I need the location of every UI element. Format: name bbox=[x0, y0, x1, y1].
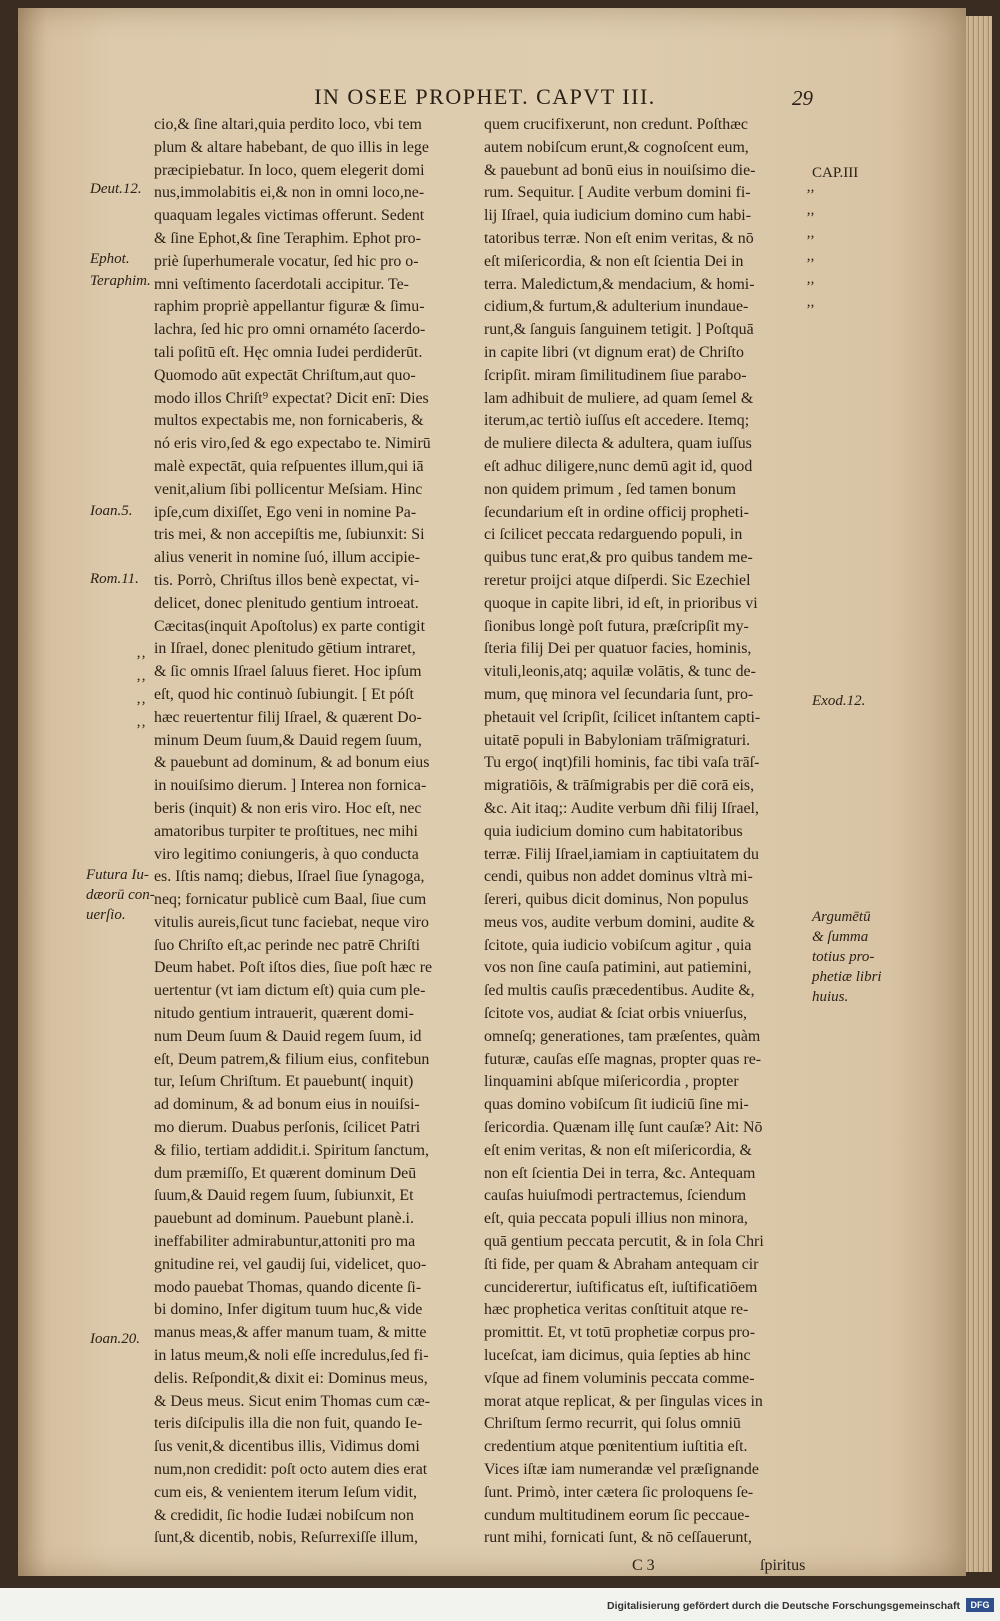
text-line: eſt miſericordia, & non eſt ſcientia Dei in bbox=[484, 252, 744, 270]
margin-note-futura-1: Futura Iu- bbox=[86, 867, 149, 883]
text-line: eſt adhuc diligere,nunc demū agit id, quod bbox=[484, 457, 753, 475]
text-line: in capite libri (vt dignum erat) de Chriſto bbox=[484, 343, 744, 361]
text-line: phetauit vel ſcripſit, ſcilicet inſtantem capti- bbox=[484, 708, 761, 726]
text-line: & ſine Ephot,& ſine Teraphim. Ephot pro- bbox=[154, 229, 421, 247]
text-line: mo dierum. Duabus perſonis, ſcilicet Patri bbox=[154, 1119, 421, 1137]
text-line: cauſas huiuſmodi pertractemus, ſciendum bbox=[484, 1187, 747, 1205]
text-line: eſt enim veritas, & non eſt miſericordia, & bbox=[484, 1141, 752, 1159]
left-text-column bbox=[154, 114, 472, 1550]
text-line: ſteria filij Dei per quatuor facies, hominis, bbox=[484, 640, 752, 658]
text-line: vos non ſine cauſa patimini, aut patiemini, bbox=[484, 959, 752, 977]
text-line: nitudo gentium intrauerit, quærent domi- bbox=[154, 1005, 414, 1023]
text-line: non eſt ſcientia Dei in terra, &c. Antequam bbox=[484, 1164, 756, 1182]
text-line: cundum multitudinem eorum ſic peccaue- bbox=[484, 1506, 750, 1524]
text-line: iterum,ac tertiò iuſſus eſt accedere. Itemq; bbox=[484, 412, 750, 430]
text-line: modo pauebat Thomas, quando dicente ſi- bbox=[154, 1278, 422, 1296]
text-line: ci ſcilicet peccata redarguendo populi, in bbox=[484, 526, 743, 544]
text-line: hæc reuertentur filij Iſrael, & quærent Do- bbox=[154, 708, 422, 726]
text-line: migratiōis, & trāſmigrabis per diē corā eis, bbox=[484, 777, 755, 795]
catchword: ſpiritus bbox=[760, 1557, 806, 1574]
text-line: nó eris viro,ſed & ego expectabo te. Nimirū bbox=[154, 435, 431, 453]
text-line: autem nobiſcum erunt,& cognoſcent eum, bbox=[484, 138, 749, 156]
text-line: mni veſtimento ſacerdotali accipitur. Te- bbox=[154, 275, 409, 293]
text-line: reretur proijci atque diſperdi. Sic Ezechiel bbox=[484, 571, 751, 589]
margin-note-exod: Exod.12. bbox=[812, 693, 866, 709]
text-line: cendi, quibus non addet dominus vltrà mi- bbox=[484, 868, 753, 886]
text-line: &c. Ait itaq;: Audite verbum dñi filij Iſrael, bbox=[484, 799, 759, 817]
text-line: cum eis, & venientem iterum Ieſum vidit, bbox=[154, 1483, 418, 1501]
quote-mark: ‚‚ bbox=[136, 645, 146, 661]
text-line: morat atque replicat, & per ſingulas vices in bbox=[484, 1392, 763, 1410]
text-line: in latus meum,& noli eſſe incredulus,ſed fi- bbox=[154, 1347, 429, 1365]
text-line: vſque ad finem voluminis peccata comme- bbox=[484, 1369, 755, 1387]
text-line: & filio, tertiam addidit.i. Spiritum ſanctum, bbox=[154, 1141, 429, 1159]
text-line: & Deus meus. Sicut enim Thomas cum cæ- bbox=[154, 1392, 430, 1410]
text-line: cunciderertur, iuſtificatus eſt, iuſtificatiōem bbox=[484, 1278, 758, 1296]
quote-mark: ’’ bbox=[806, 233, 815, 249]
text-line: quoque in capite libri, id eſt, in prioribus vi bbox=[484, 594, 758, 612]
text-line: ſuum,& Dauid regem ſuum, ſubiunxit, Et bbox=[154, 1187, 414, 1205]
text-line: cidium,& furtum,& adulterium inundaue- bbox=[484, 298, 749, 316]
text-line: Deum habet. Poſt iſtos dies, ſiue poſt hæc re bbox=[154, 959, 433, 977]
text-line: non quidem primum , ſed tamen bonum bbox=[484, 480, 737, 498]
text-line: Tu ergo( inqt)fili hominis, fac tibi vaſa trāſ- bbox=[484, 754, 760, 772]
text-line: quem crucifixerunt, non credunt. Poſthæc bbox=[484, 116, 748, 133]
text-line: gnitudine rei, vel gaudij ſui, videlicet, quo- bbox=[154, 1255, 427, 1273]
text-line: Vices iſtæ iam numerandæ vel præſignande bbox=[484, 1461, 759, 1479]
text-line: nus,immolabitis ei,& non in omni loco,ne- bbox=[154, 184, 425, 202]
text-line: mum, quę minora vel ſecundaria ſunt, pro- bbox=[484, 685, 754, 703]
margin-note-argument-5: huius. bbox=[812, 989, 849, 1005]
text-line: bi domino, Infer digitum tuum huc,& vide bbox=[154, 1301, 423, 1319]
text-line: ſuo Chriſto eſt,ac perinde nec patrē Chriſti bbox=[154, 936, 421, 954]
quote-mark: ‚‚ bbox=[136, 691, 146, 707]
text-line: ſereri, quibus dicit dominus, Non populus bbox=[484, 891, 749, 909]
text-line: Quomodo aūt expectāt Chriſtum,aut quo- bbox=[154, 366, 416, 384]
text-line: rum. Sequitur. [ Audite verbum domini fi- bbox=[484, 184, 751, 202]
text-line: eſt, quod hic continuò ſubiungit. [ Et póſt bbox=[154, 685, 414, 703]
text-line: plum & altare habebant, de quo illis in lege bbox=[154, 138, 429, 156]
text-line: ſcripſit. miram ſimilitudinem ſiue parabo- bbox=[484, 366, 747, 384]
text-line: eſt, Deum patrem,& filium eius, confitebun bbox=[154, 1050, 430, 1068]
signature-mark: C 3 bbox=[632, 1557, 655, 1574]
text-line: viro legitimo coniungeris, à quo conducta bbox=[154, 845, 419, 863]
text-line: ſunt. Primò, inter cætera ſic proloquens ſe- bbox=[484, 1483, 754, 1501]
text-line: pauebunt ad dominum. Pauebunt planè.i. bbox=[154, 1210, 414, 1228]
text-line: ſericordia. Quænam illę ſunt cauſæ? Ait: Nō bbox=[484, 1119, 763, 1137]
text-line: ipſe,cum dixiſſet, Ego veni in nomine Pa- bbox=[154, 503, 417, 521]
margin-note-teraphim: Teraphim. bbox=[90, 273, 151, 289]
text-line: ſunt,& dicentib, nobis, Reſurrexiſſe illum, bbox=[154, 1529, 418, 1547]
text-line: Cæcitas(inquit Apoſtolus) ex parte contigit bbox=[154, 617, 425, 635]
text-line: ſcitote vos, audiat & ſciat orbis vniuerſus, bbox=[484, 1005, 748, 1023]
text-line: credentium atque pœnitentium iuſtitia eſt. bbox=[484, 1438, 748, 1456]
right-text-column bbox=[484, 114, 804, 1550]
text-line: runt,& ſanguis ſanguinem tetigit. ] Poſtquā bbox=[484, 321, 754, 339]
margin-note-ioan20: Ioan.20. bbox=[90, 1331, 140, 1347]
text-line: ſcitote, quia iudicio vobiſcum agitur , quia bbox=[484, 936, 752, 954]
text-line: omneſq; generationes, tam præſentes, quàm bbox=[484, 1027, 761, 1045]
text-line: luceſcat, iam dicimus, quia ſepties ab hinc bbox=[484, 1347, 751, 1365]
margin-note-ioan5: Ioan.5. bbox=[90, 503, 133, 519]
text-line: amatoribus turpiter te proſtitues, nec mihi bbox=[154, 822, 418, 840]
text-line: ſus venit,& dicentibus illis, Vidimus domi bbox=[154, 1438, 420, 1456]
margin-note-chapter: CAP.III bbox=[812, 165, 859, 181]
text-line: delicet, donec plenitudo gentium introeat. bbox=[154, 594, 419, 612]
text-line: & pauebunt ad dominum, & ad bonum eius bbox=[154, 754, 430, 772]
text-line: ſecundarium eſt in ordine officij propheti- bbox=[484, 503, 749, 521]
text-line: tur, Ieſum Chriſtum. Et pauebunt( inquit) bbox=[154, 1073, 414, 1091]
quote-mark: ’’ bbox=[806, 187, 815, 203]
quote-mark: ‚‚ bbox=[136, 714, 146, 730]
text-line: tatoribus terræ. Non eſt enim veritas, & nō bbox=[484, 229, 754, 247]
text-line: manus meas,& affer manum tuam, & mitte bbox=[154, 1324, 427, 1342]
text-line: ſionibus longè poſt futura, præſcripſit my- bbox=[484, 617, 749, 635]
text-line: & ſic omnis Iſrael ſaluus fieret. Hoc ipſum bbox=[154, 663, 422, 681]
digitization-credit: Digitalisierung gefördert durch die Deutsche Forschungsgemeinschaft bbox=[607, 1600, 960, 1612]
text-line: multos expectabis me, non fornicaberis, & bbox=[154, 412, 424, 430]
text-line: vitulis aureis,ſicut tunc faciebat, neque viro bbox=[154, 913, 429, 931]
quote-mark: ‚‚ bbox=[136, 668, 146, 684]
text-line: lam adhibuit de muliere, ad quam ſemel & bbox=[484, 389, 754, 407]
page-number: 29 bbox=[792, 86, 813, 110]
running-title: IN OSEE PROPHET. CAPVT III. bbox=[314, 84, 656, 109]
text-line: modo illos Chriſt⁹ expectat? Dicit enī: Dies bbox=[154, 389, 429, 407]
dfg-logo: DFG bbox=[966, 1598, 994, 1612]
margin-note-futura-3: uerſio. bbox=[86, 907, 126, 923]
text-line: quibus tunc erat,& pro quibus tandem me- bbox=[484, 549, 753, 567]
text-line: promittit. Et, vt totū prophetiæ corpus pro- bbox=[484, 1324, 755, 1342]
text-line: meus vos, audite verbum domini, audite & bbox=[484, 913, 755, 931]
text-line: Chriſtum ſermo recurrit, qui ſolus omniū bbox=[484, 1415, 741, 1433]
text-line: & credidit, ſic hodie Iudæi nobiſcum non bbox=[154, 1506, 414, 1524]
text-line: ſti fide, per quam & Abraham antequam cir bbox=[484, 1255, 759, 1273]
text-line: minum Deum ſuum,& Dauid regem ſuum, bbox=[154, 731, 422, 749]
text-line: teris diſcipulis illa die non fuit, quando Ie- bbox=[154, 1415, 423, 1433]
margin-note-futura-2: dæorū con- bbox=[86, 887, 155, 903]
text-line: vituli,leonis,atq; aquilæ volātis, & tunc de- bbox=[484, 663, 756, 681]
text-line: malè expectāt, quia reſpuentes illum,qui iā bbox=[154, 457, 424, 475]
text-line: beris (inquit) & non eris viro. Hoc eſt, nec bbox=[154, 799, 422, 817]
text-line: quia iudicium domino cum habitatoribus bbox=[484, 822, 743, 840]
text-line: in nouiſsimo dierum. ] Interea non fornica- bbox=[154, 777, 427, 795]
text-line: lij Iſrael, quia iudicium domino cum habi- bbox=[484, 207, 751, 225]
text-line: de muliere dilecta & adultera, quam iuſſus bbox=[484, 435, 752, 453]
text-line: & pauebunt ad bonū eius in nouiſsimo die- bbox=[484, 161, 756, 179]
text-line: tali poſitū eſt. Hęc omnia Iudei perdiderūt. bbox=[154, 343, 423, 361]
text-line: uitatē populi in Babyloniam trāſmigraturi. bbox=[484, 731, 751, 749]
text-line: in Iſrael, donec plenitudo gētium intraret, bbox=[154, 640, 416, 658]
text-line: lachra, ſed hic pro omni ornaméto ſacerdo- bbox=[154, 321, 426, 339]
margin-note-argument-3: totius pro- bbox=[812, 949, 875, 965]
page-edge bbox=[966, 16, 992, 1572]
text-line: ad dominum, & ad bonum eius in nouiſsi- bbox=[154, 1096, 420, 1114]
text-line: tis. Porrò, Chriſtus illos benè expectat, vi- bbox=[154, 571, 420, 589]
text-line: num,non credidit: poſt octo autem dies erat bbox=[154, 1461, 428, 1479]
text-line: alius venerit in nomine ſuó, illum accipie- bbox=[154, 549, 421, 567]
quote-mark: ’’ bbox=[806, 279, 815, 295]
quote-mark: ’’ bbox=[806, 302, 815, 318]
text-line: terra. Maledictum,& mendacium, & homi- bbox=[484, 275, 755, 293]
text-line: dum præmiſſo, Et quærent dominum Deū bbox=[154, 1164, 417, 1182]
margin-note-rom: Rom.11. bbox=[90, 571, 139, 587]
text-line: delis. Reſpondit,& dixit ei: Dominus meus, bbox=[154, 1369, 428, 1387]
text-line: num Deum ſuum & Dauid regem ſuum, id bbox=[154, 1027, 422, 1045]
text-line: quaquam legales victimas offerunt. Sedent bbox=[154, 207, 425, 225]
text-line: es. Iſtis namq; diebus, Iſrael ſiue ſynagoga, bbox=[154, 868, 425, 886]
text-line: eſt, quia peccata populi illius non minora, bbox=[484, 1210, 748, 1228]
text-line: quā gentium peccata percutit, & in ſola Chri bbox=[484, 1233, 764, 1251]
margin-note-ephot: Ephot. bbox=[90, 251, 130, 267]
margin-note-argument-1: Argumētū bbox=[812, 909, 871, 925]
text-line: cio,& ſine altari,quia perdito loco, vbi tem bbox=[154, 116, 422, 133]
text-line: neq; fornicatur publicè cum Baal, ſiue cum bbox=[154, 891, 427, 909]
margin-note-argument-2: & ſumma bbox=[812, 929, 869, 945]
text-line: priè ſuperhumerale vocatur, ſed hic pro o- bbox=[154, 252, 419, 270]
text-line: linquamini abſque miſericordia , propter bbox=[484, 1073, 739, 1091]
text-line: ineffabiliter admirabuntur,attoniti pro ma bbox=[154, 1233, 416, 1251]
text-line: raphim propriè appellantur figuræ & ſimu- bbox=[154, 298, 425, 316]
text-line: futuræ, cauſas eſſe magnas, propter quas re- bbox=[484, 1050, 762, 1068]
text-line: runt mihi, fornicati ſunt, & nō ceſſauerunt, bbox=[484, 1529, 752, 1547]
quote-mark: ’’ bbox=[806, 210, 815, 226]
text-line: venit,alium ſibi pollicentur Meſsiam. Hinc bbox=[154, 480, 423, 498]
margin-note-deut: Deut.12. bbox=[90, 181, 142, 197]
text-line: quas domino vobiſcum ſit iudiciū ſine mi- bbox=[484, 1096, 749, 1114]
text-line: uertentur (vt iam dictum eſt) quia cum ple- bbox=[154, 982, 426, 1000]
margin-note-argument-4: phetiæ libri bbox=[812, 969, 882, 985]
text-line: ſed multis cauſis præcedentibus. Audite &, bbox=[484, 982, 755, 1000]
text-line: terræ. Filij Iſrael,iamiam in captiuitatem du bbox=[484, 845, 759, 863]
text-line: hæc prophetica veritas conſtituit atque re- bbox=[484, 1301, 749, 1319]
quote-mark: ’’ bbox=[806, 256, 815, 272]
text-line: tris mei, & non accepiſtis me, ſubiunxit: Si bbox=[154, 526, 425, 544]
text-line: præcipiebatur. In loco, quem elegerit domi bbox=[154, 161, 425, 179]
